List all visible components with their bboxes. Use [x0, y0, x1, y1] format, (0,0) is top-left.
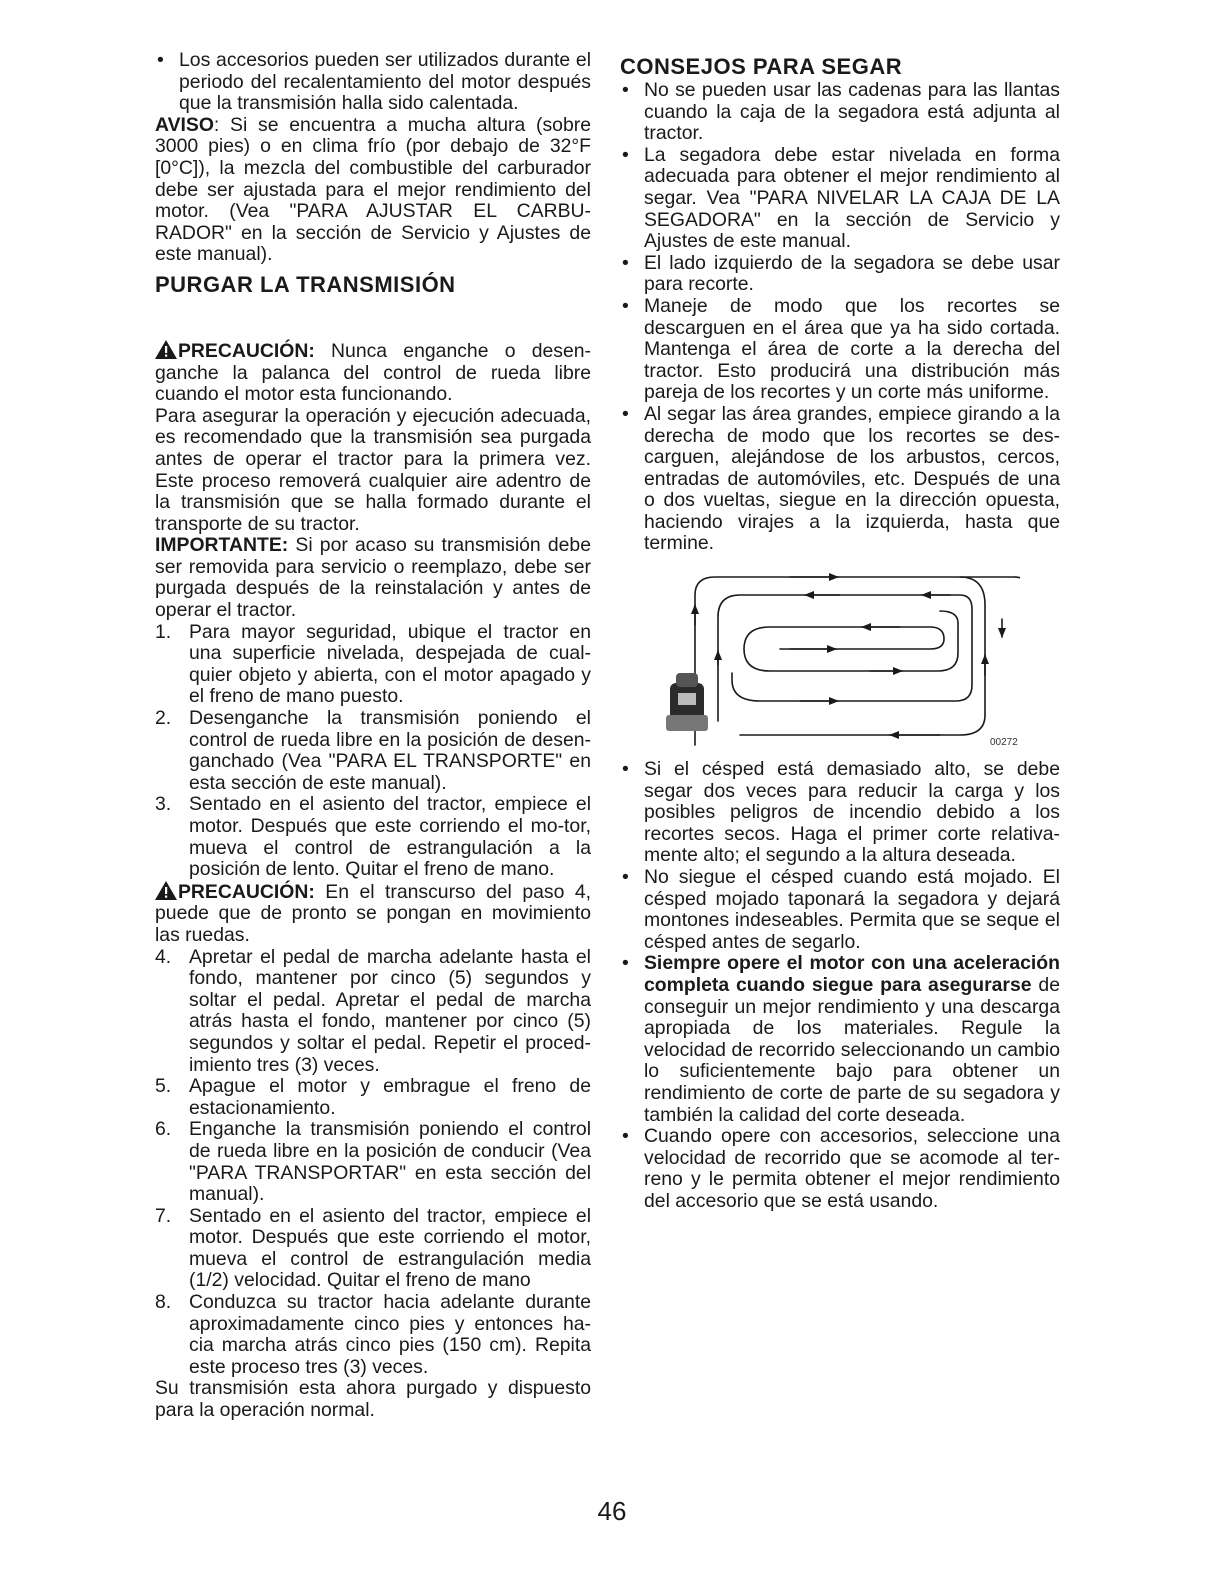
importante-text: Si por acaso su transmisión debe ser removida para servicio o reemplazo, debe ser purgada después de la reinstalación y antes de operar el tractor. [155, 534, 591, 622]
intro-bullet: • Los accesorios pueden ser utilizados durante el periodo del recalentamiento del motor después que la transmisión halla sido calentada. [155, 50, 591, 115]
list-item: • La segadora debe estar nivelada en forma adecuada para obtener el mejor rendimiento al segar. Vea "PARA NIVELAR LA CAJA DE LA SEGADORA" en la sección de Servicio y Ajustes de este manual. [620, 145, 1060, 253]
precaucion-1-label: PRECAUCIÓN: [178, 339, 315, 362]
steps-list-a [155, 622, 591, 881]
step-text: Apretar el pedal de marcha adelante hasta el fondo, mantener por cinco (5) segundos y soltar el pedal. Apretar el pedal de marcha atrás hasta el fondo, mantener por cinco (5) segundos y soltar el pedal. Repetir el proced-imiento tres (3) veces. [189, 945, 591, 1076]
purgar-heading: PURGAR LA TRANSMISIÓN [155, 271, 456, 297]
inner-path [744, 611, 958, 671]
list-item: • Si el césped está demasiado alto, se debe segar dos veces para reducir la carga y los posibles peligros de incendio debido a los recortes secos. Haga el primer corte relativa-mente alto; el segundo a la altura deseada. [620, 759, 1060, 867]
precaucion-2 [155, 881, 591, 947]
step-text: Para mayor seguridad, ubique el tractor en una superficie nivelada, despejada de cual-quier objeto y abierta, con el motor apagado y el freno de mano puesto. [189, 620, 591, 708]
right-column [620, 50, 1060, 1213]
list-item [155, 947, 591, 1077]
step-number: 1. [155, 620, 172, 643]
aviso-paragraph [155, 115, 591, 266]
step-number: 5. [155, 1075, 172, 1098]
step-number: 6. [155, 1118, 172, 1141]
list-item [155, 1076, 591, 1119]
precaucion-2-text: En el transcurso del paso 4, puede que de pronto se pongan en movimiento las ruedas. [155, 880, 591, 946]
bold-bullet-text: de conseguir un mejor rendimiento y una descarga apropiada de los materiales. Regule la velocidad de recorrido seleccionando un cambio lo suficientemente bajo para obtener un rendimiento de corte de parte de su segadora y también la calidad del corte deseada. [644, 974, 1060, 1126]
step-number: 2. [155, 707, 172, 730]
outer-path [695, 577, 1015, 745]
list-item [155, 622, 591, 708]
precaucion-1 [155, 340, 591, 406]
step-number: 7. [155, 1204, 172, 1227]
middle-path [718, 595, 972, 721]
arrow-down-right [1015, 577, 1020, 613]
list-item: • Cuando opere con accesorios, seleccione una velocidad de recorrido que se acomode al ter-reno y le permita obtener el mejor rendimiento del accesorio que se está usando. [620, 1126, 1060, 1212]
step-number: 8. [155, 1291, 172, 1314]
aviso-label: AVISO [155, 113, 214, 136]
list-item: • Al segar las área grandes, empiece girando a la derecha de modo que los recortes se des-carguen, alejándose de los arbustos, cercos, entradas de automóviles, etc. Después de una o dos vueltas, siegue en la dirección opuesta, haciendo virajes a la izquierda, hasta que termine. [620, 404, 1060, 555]
list-item [620, 953, 1060, 1126]
step-text: Apague el motor y embrague el freno de estacionamiento. [189, 1075, 591, 1119]
step-number: 3. [155, 793, 172, 816]
closing-paragraph: Su transmisión esta ahora purgado y dispuesto para la operación normal. [155, 1377, 591, 1422]
purgar-intro-paragraph: Para asegurar la operación y ejecución adecuada, es recomendado que la transmisión sea purgada antes de operar el tractor para la primera vez. Este proceso removerá cualquier aire adentro de la transmisión que se halla formado durante el transporte de su tractor. [155, 404, 591, 535]
page-number: 46 [597, 1496, 627, 1526]
list-item: • Maneje de modo que los recortes se descarguen en el área que ya ha sido cortada. Mantenga el área de corte a la derecha del tractor. Esto producirá una distribución más pareja de los recortes y un corte más uniforme. [620, 296, 1060, 404]
consejos-heading: CONSEJOS PARA SEGAR [620, 54, 903, 79]
step-text: Desenganche la transmisión poniendo el control de rueda libre en la posición de desen-ganchado (Vea "PARA EL TRANSPORTE" en esta sección de este manual). [189, 707, 591, 794]
mowing-pattern-diagram [640, 565, 1020, 747]
warning-triangle-icon [155, 881, 177, 900]
left-column [155, 50, 591, 1422]
figure-code: 00272 [990, 737, 1018, 748]
step-text: Sentado en el asiento del tractor, empiece el motor. Después que este corriendo el mo-tor, mueva el control de estrangulación a la posición de lento. Quitar el freno de mano. [189, 793, 591, 881]
list-item [155, 708, 591, 794]
step-text: Sentado en el asiento del tractor, empiece el motor. Después que este corriendo el motor, mueva el control de estrangulación media (1/2) velocidad. Quitar el freno de mano [189, 1204, 591, 1292]
precaucion-1-text: Nunca enganche o desen-ganche la palanca del control de rueda libre cuando el motor esta funcionando. [155, 339, 591, 406]
step-text: Conduzca su tractor hacia adelante durante aproximadamente cinco pies y entonces ha-cia marcha atrás cinco pies (150 cm). Repita este proceso tres (3) veces. [189, 1291, 591, 1378]
importante-paragraph [155, 535, 591, 621]
list-item [155, 1206, 591, 1292]
warning-triangle-icon [155, 340, 177, 359]
list-item [155, 794, 591, 880]
list-item: • El lado izquierdo de la segadora se debe usar para recorte. [620, 253, 1060, 296]
list-item [155, 1119, 591, 1205]
importante-label: IMPORTANTE: [155, 534, 289, 557]
tractor-icon [666, 673, 708, 731]
aviso-text: : Si se encuentra a mucha altura (sobre 3000 pies) o en clima frío (por debajo de 32°F [0°C]), la mezcla del combustible del carburador debe ser ajustada para el mejor rendimiento del motor. (Vea "PARA AJUSTAR EL CARBU-RADOR" en la sección de Servicio y Ajustes de este manual). [155, 113, 591, 266]
outer-right-path [740, 577, 985, 735]
step-number: 4. [155, 945, 172, 968]
list-item: • No siegue el césped cuando está mojado. El césped mojado taponará la segadora y dejará montones indeseables. Permita que se seque el césped antes de segarlo. [620, 867, 1060, 953]
list-item [155, 1292, 591, 1378]
step-text: Enganche la transmisión poniendo el control de rueda libre en la posición de conducir (Vea "PARA TRANSPORTAR" en esta sección del manual). [189, 1118, 591, 1206]
bold-bullet-strong: Siempre opere el motor con una aceleración completa cuando siegue para asegurarse [644, 952, 1060, 996]
list-item: • No se pueden usar las cadenas para las llantas cuando la caja de la segadora está adjunta al tractor. [620, 80, 1060, 145]
precaucion-2-label: PRECAUCIÓN: [178, 880, 315, 903]
steps-list-b [155, 947, 591, 1379]
